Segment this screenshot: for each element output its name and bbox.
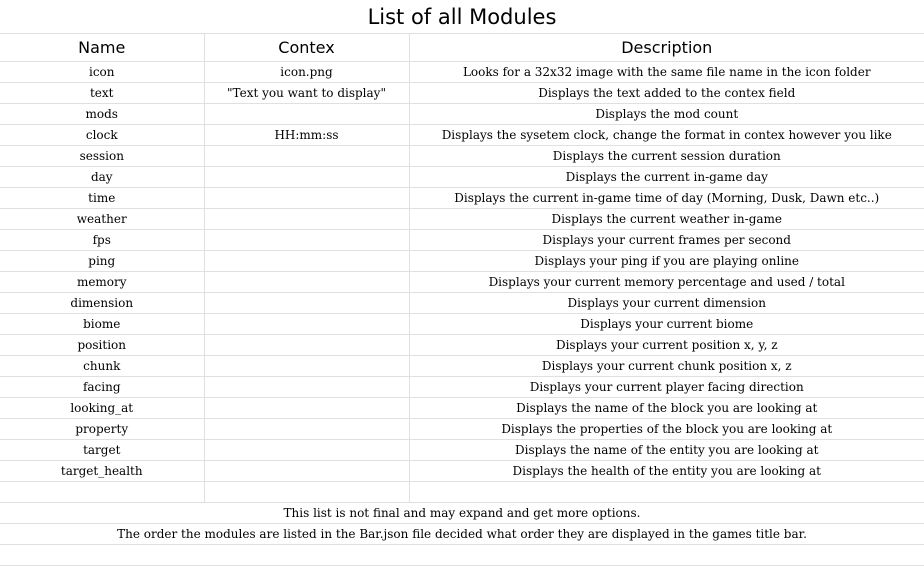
header-contex: Contex [204,34,409,62]
module-description-cell: Displays your current player facing direction [409,377,924,398]
module-name-cell: biome [0,314,204,335]
table-footer [0,482,924,566]
empty-row [0,545,924,566]
table-row [0,356,924,377]
note-text: This list is not final and may expand and get more options. [0,503,924,524]
table-body [0,62,924,482]
spacer-row [0,482,924,503]
module-name-cell: looking_at [0,398,204,419]
module-contex-cell [204,356,409,377]
module-description-cell: Displays the current weather in-game [409,209,924,230]
module-description-cell: Looks for a 32x32 image with the same file name in the icon folder [409,62,924,83]
table-row [0,272,924,293]
module-contex-cell [204,188,409,209]
modules-table [0,34,924,566]
module-name-cell: facing [0,377,204,398]
module-description-cell: Displays the properties of the block you are looking at [409,419,924,440]
module-description-cell: Displays your current dimension [409,293,924,314]
module-contex-cell [204,314,409,335]
table-row [0,293,924,314]
module-contex-cell [204,272,409,293]
module-contex-cell [204,104,409,125]
module-name-cell: target_health [0,461,204,482]
module-name-cell: icon [0,62,204,83]
note-row [0,524,924,545]
module-description-cell: Displays your ping if you are playing online [409,251,924,272]
module-description-cell: Displays the health of the entity you are looking at [409,461,924,482]
module-name-cell: day [0,167,204,188]
module-name-cell: fps [0,230,204,251]
module-name-cell: dimension [0,293,204,314]
module-description-cell: Displays the text added to the contex field [409,83,924,104]
module-name-cell: weather [0,209,204,230]
module-contex-cell [204,335,409,356]
note-text: The order the modules are listed in the Bar.json file decided what order they are displayed in the games title bar. [0,524,924,545]
table-row [0,83,924,104]
table-row [0,440,924,461]
module-name-cell: session [0,146,204,167]
table-row [0,314,924,335]
table-row [0,335,924,356]
module-name-cell: property [0,419,204,440]
module-description-cell: Displays the name of the entity you are looking at [409,440,924,461]
table-row [0,230,924,251]
note-row [0,503,924,524]
table-row [0,146,924,167]
module-description-cell: Displays the name of the block you are looking at [409,398,924,419]
module-contex-cell [204,230,409,251]
module-contex-cell: "Text you want to display" [204,83,409,104]
module-name-cell: position [0,335,204,356]
module-contex-cell [204,419,409,440]
module-description-cell: Displays the mod count [409,104,924,125]
table-row [0,62,924,83]
module-name-cell: clock [0,125,204,146]
module-contex-cell [204,209,409,230]
module-description-cell: Displays the sysetem clock, change the format in contex however you like [409,125,924,146]
module-description-cell: Displays your current chunk position x, z [409,356,924,377]
module-contex-cell [204,461,409,482]
module-name-cell: chunk [0,356,204,377]
module-name-cell: mods [0,104,204,125]
module-contex-cell [204,377,409,398]
module-name-cell: memory [0,272,204,293]
module-name-cell: target [0,440,204,461]
module-contex-cell [204,251,409,272]
table-row [0,209,924,230]
module-description-cell: Displays your current memory percentage and used / total [409,272,924,293]
table-row [0,251,924,272]
module-description-cell: Displays your current biome [409,314,924,335]
module-description-cell: Displays the current in-game time of day (Morning, Dusk, Dawn etc..) [409,188,924,209]
module-contex-cell: HH:mm:ss [204,125,409,146]
module-contex-cell [204,398,409,419]
table-row [0,188,924,209]
module-description-cell: Displays the current in-game day [409,167,924,188]
table-row [0,167,924,188]
module-contex-cell [204,146,409,167]
module-contex-cell [204,167,409,188]
table-row [0,419,924,440]
module-contex-cell [204,440,409,461]
module-name-cell: time [0,188,204,209]
header-description: Description [409,34,924,62]
module-contex-cell [204,293,409,314]
module-contex-cell: icon.png [204,62,409,83]
table-row [0,104,924,125]
table-row [0,125,924,146]
module-description-cell: Displays your current position x, y, z [409,335,924,356]
sheet-title: List of all Modules [0,0,924,34]
module-name-cell: text [0,83,204,104]
table-row [0,461,924,482]
header-row [0,34,924,62]
table-row [0,377,924,398]
module-name-cell: ping [0,251,204,272]
module-description-cell: Displays the current session duration [409,146,924,167]
table-row [0,398,924,419]
header-name: Name [0,34,204,62]
module-description-cell: Displays your current frames per second [409,230,924,251]
